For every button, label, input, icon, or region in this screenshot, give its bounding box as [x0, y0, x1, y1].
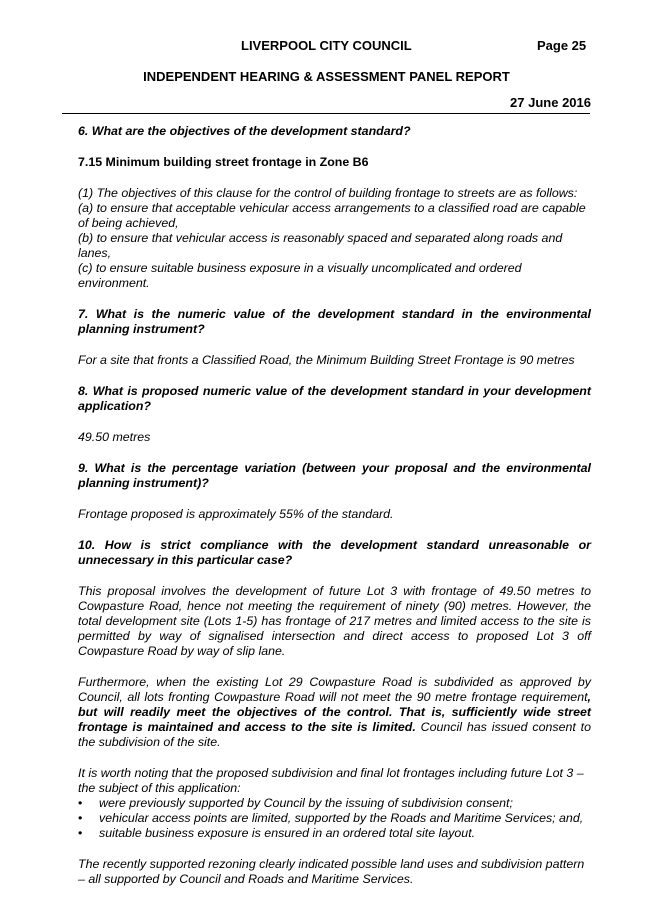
question-7: 7. What is the numeric value of the development standard in the environmental planning instrument?	[78, 307, 591, 336]
question-9: 9. What is the percentage variation (between your proposal and the environmental planning instrument)?	[78, 461, 591, 490]
answer-10-paragraph-2	[78, 675, 591, 750]
objective-a: (a) to ensure that acceptable vehicular access arrangements to a classified road are capable of being achieved,	[78, 201, 586, 230]
question-8: 8. What is proposed numeric value of the development standard in your development application?	[78, 384, 591, 413]
page-header	[0, 38, 653, 54]
list-item: • were previously supported by Council by the issuing of subdivision consent;	[78, 796, 591, 811]
paragraph-2-start: Furthermore, when the existing Lot 29 Cowpasture Road is subdivided as approved by Council, all lots fronting Cowpasture Road will not meet the 90 metre frontage requirement	[78, 675, 591, 704]
support-list	[78, 796, 591, 841]
answer-8: 49.50 metres	[78, 430, 151, 444]
clause-heading: 7.15 Minimum building street frontage in Zone B6	[78, 155, 369, 169]
answer-10-paragraph-4: The recently supported rezoning clearly indicated possible land uses and subdivision pattern – all supported by Council and Roads and Maritime Services.	[78, 857, 585, 886]
answer-10-paragraph-3: It is worth noting that the proposed subdivision and final lot frontages including future Lot 3 – the subject of this application:	[78, 766, 584, 795]
answer-9: Frontage proposed is approximately 55% of the standard.	[78, 507, 394, 521]
clause-objectives	[78, 186, 591, 291]
header-divider	[62, 113, 590, 114]
objective-c: (c) to ensure suitable business exposure in a visually uncomplicated and ordered environment.	[78, 261, 522, 290]
document-body	[78, 124, 591, 903]
council-name: LIVERPOOL CITY COUNCIL	[241, 38, 412, 53]
report-title: INDEPENDENT HEARING & ASSESSMENT PANEL REPORT	[143, 69, 510, 84]
objective-intro: (1) The objectives of this clause for the control of building frontage to streets are as follows:	[78, 186, 578, 200]
list-item: • suitable business exposure is ensured in an ordered total site layout.	[78, 826, 591, 841]
paragraph-2-emphasis: , but will readily meet the objectives of the control. That is, sufficiently wide street frontage is maintained and access to the site is limited.	[78, 690, 591, 734]
question-6: 6. What are the objectives of the development standard?	[78, 124, 411, 138]
question-10: 10. How is strict compliance with the development standard unreasonable or unnecessary in this particular case?	[78, 538, 591, 567]
list-item: • vehicular access points are limited, supported by the Roads and Maritime Services; and,	[78, 811, 591, 826]
report-date: 27 June 2016	[510, 95, 591, 110]
answer-7: For a site that fronts a Classified Road, the Minimum Building Street Frontage is 90 metres	[78, 353, 575, 367]
paragraph-2-end: Council has issued consent to the subdivision of the site.	[78, 720, 591, 749]
objective-b: (b) to ensure that vehicular access is reasonably spaced and separated along roads and lanes,	[78, 231, 563, 260]
page-number: Page 25	[537, 38, 587, 53]
answer-10-paragraph-1: This proposal involves the development of future Lot 3 with frontage of 49.50 metres to Cowpasture Road, hence not meeting the requirement of ninety (90) metres. However, the total development site (Lots 1-5) has frontage of 217 metres and limited access to the site is permitted by way of signalised intersection and direct access to proposed Lot 3 off Cowpasture Road by way of slip lane.	[78, 584, 591, 658]
